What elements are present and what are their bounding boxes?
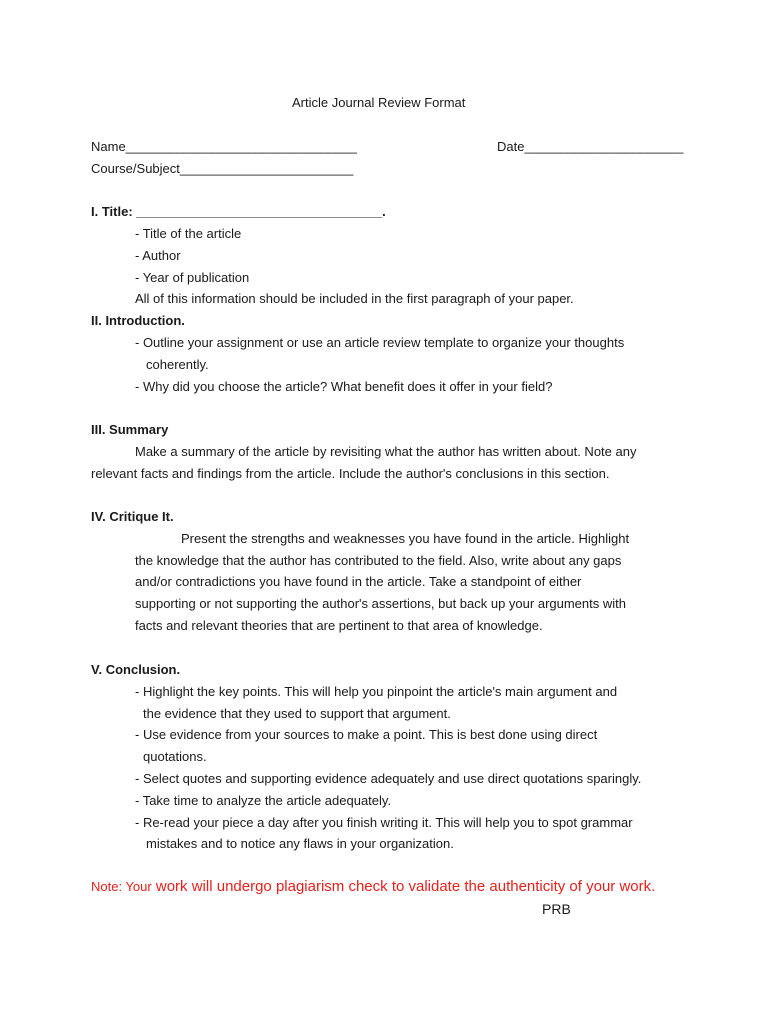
conclusion-line: - Use evidence from your sources to make a point. This is best done using direct [135,727,598,742]
introduction-line: coherently. [146,357,209,372]
critique-line: Present the strengths and weaknesses you have found in the article. Highlight [181,531,630,546]
introduction-heading: II. Introduction. [91,313,185,328]
summary-line: Make a summary of the article by revisiting what the author has written about. Note any [135,444,637,459]
title-item: - Title of the article [135,226,242,241]
conclusion-line: - Select quotes and supporting evidence adequately and use direct quotations sparingly. [135,771,642,786]
note-prefix: Note: Your [91,879,152,894]
name-field-line: Name________________________________ [91,139,358,154]
note-text: work will undergo plagiarism check to validate the authenticity of your work. [151,878,656,895]
plagiarism-note [91,876,655,897]
conclusion-heading: V. Conclusion. [91,662,181,677]
date-field-line: Date______________________ [497,139,684,154]
title-item: - Author [135,248,181,263]
signature-initials: PRB [542,901,571,917]
summary-heading: III. Summary [91,422,169,437]
document-title: Article Journal Review Format [292,95,466,110]
title-item: - Year of publication [135,270,250,285]
critique-line: and/or contradictions you have found in the article. Take a standpoint of either [135,574,582,589]
critique-heading: IV. Critique It. [91,509,174,524]
introduction-line: - Outline your assignment or use an article review template to organize your thoughts [135,335,625,350]
critique-line: the knowledge that the author has contributed to the field. Also, write about any gaps [135,553,622,568]
conclusion-line: - Highlight the key points. This will help you pinpoint the article's main argument and [135,684,618,699]
summary-line: relevant facts and findings from the article. Include the author's conclusions in this section. [91,466,610,481]
conclusion-line: - Take time to analyze the article adequately. [135,793,392,808]
course-field-line: Course/Subject________________________ [91,161,354,176]
conclusion-line: the evidence that they used to support that argument. [143,706,451,721]
title-note: All of this information should be included in the first paragraph of your paper. [135,291,574,306]
critique-line: facts and relevant theories that are pertinent to that area of knowledge. [135,618,543,633]
critique-line: supporting or not supporting the author's assertions, but back up your arguments with [135,596,626,611]
conclusion-line: - Re-read your piece a day after you finish writing it. This will help you to spot grammar [135,815,633,830]
conclusion-line: quotations. [143,749,207,764]
conclusion-line: mistakes and to notice any flaws in your organization. [146,836,454,851]
introduction-line: - Why did you choose the article? What benefit does it offer in your field? [135,379,553,394]
title-section-heading: I. Title: __________________________________. [91,204,386,219]
